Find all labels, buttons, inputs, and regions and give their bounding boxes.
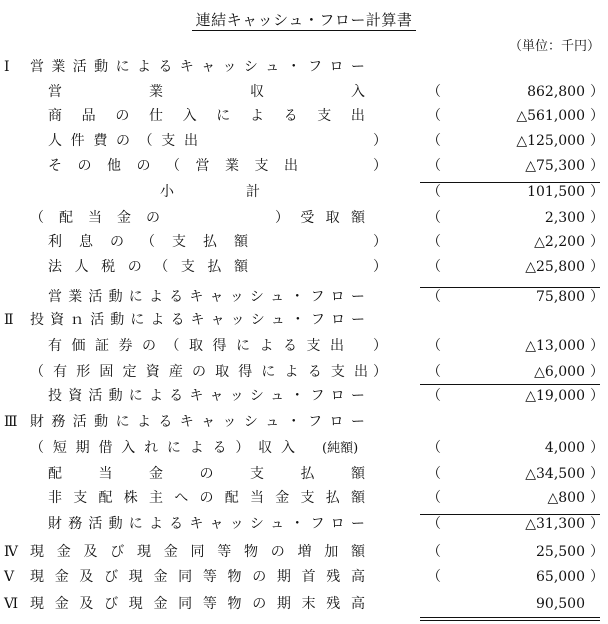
section-numeral: Ⅳ (4, 544, 18, 560)
amount-open-paren: （ (427, 338, 441, 354)
row-label: 現 金 及 び 現 金 同 等 物 の 期 末 残 高 (30, 596, 365, 612)
amount-value: 90,500 (536, 596, 585, 612)
investing-total-rule (420, 384, 600, 385)
amount-value: △34,500 (525, 466, 585, 482)
amount-open-paren: （ (427, 158, 441, 174)
table-row (0, 512, 608, 537)
section-numeral: Ⅰ (4, 59, 10, 75)
amount-value: △75,300 (525, 158, 585, 174)
table-row (0, 360, 608, 385)
row-label: 法 人 税 の （ 支 払 額 (48, 259, 248, 275)
table-row (0, 80, 608, 105)
amount-close-paren: ） (590, 516, 604, 532)
amount-open-paren: （ (427, 259, 441, 275)
table-row (0, 565, 608, 590)
amount-value: 862,800 (527, 84, 585, 100)
table-row (0, 462, 608, 487)
amount-close-paren: ） (590, 84, 604, 100)
row-label: 利 息 の （ 支 払 額 (48, 234, 248, 250)
amount-close-paren: ） (590, 544, 604, 560)
amount-open-paren: （ (427, 210, 441, 226)
row-label: 非 支 配 株 主 へ の 配 当 金 支 払 額 (48, 490, 365, 506)
amount-close-paren: ） (590, 338, 604, 354)
row-label: 配 当 金 の 支 払 額 (48, 466, 365, 482)
table-row (0, 334, 608, 359)
amount-open-paren: （ (427, 108, 441, 124)
statement-title: 連結キャッシュ・フロー計算書 (0, 9, 608, 30)
row-label-note: (純額) (322, 441, 359, 456)
table-row (0, 384, 608, 409)
row-label: 財 務 活 動 に よ る キ ャ ッ シ ュ ・ フ ロ ー (48, 516, 365, 532)
amount-open-paren: （ (427, 133, 441, 149)
amount-close-paren: ） (590, 440, 604, 456)
amount-close-paren: ） (590, 158, 604, 174)
amount-close-paren: ） (590, 569, 604, 585)
amount-close-paren: ） (590, 490, 604, 506)
table-row (0, 154, 608, 179)
table-row (0, 308, 608, 333)
final-rule-bottom (420, 620, 600, 621)
table-row (0, 410, 608, 435)
amount-open-paren: （ (427, 466, 441, 482)
amount-value: 75,800 (536, 289, 585, 305)
unit-label: （単位：千円） (508, 39, 600, 54)
table-row (0, 206, 608, 231)
row-label: （ 有 形 固 定 資 産 の 取 得 に よ る 支 出 (30, 364, 368, 380)
row-label: 小 計 (160, 184, 260, 200)
subtotal-rule (420, 182, 600, 183)
amount-close-paren: ） (590, 388, 604, 404)
amount-value: 25,500 (536, 544, 585, 560)
table-row (0, 180, 608, 205)
table-row (0, 55, 608, 80)
amount-value: △13,000 (525, 338, 585, 354)
amount-value: △800 (547, 490, 585, 506)
section-numeral: Ⅴ (4, 569, 15, 585)
table-row (0, 129, 608, 154)
amount-open-paren: （ (427, 440, 441, 456)
table-row (0, 436, 608, 461)
label-close-paren: ） (373, 158, 387, 174)
amount-close-paren: ） (590, 289, 604, 305)
amount-open-paren: （ (427, 569, 441, 585)
amount-value: 101,500 (527, 184, 585, 200)
section-numeral: Ⅱ (4, 312, 14, 328)
label-close-paren: ） (373, 259, 387, 275)
table-row (0, 285, 608, 310)
amount-open-paren: （ (427, 184, 441, 200)
final-rule-top (420, 617, 600, 618)
amount-open-paren: （ (427, 234, 441, 250)
row-label: （ 配 当 金 の (30, 210, 160, 226)
table-row (0, 104, 608, 129)
label-close-paren: ） (373, 234, 387, 250)
row-label: 財 務 活 動 に よ る キ ャ ッ シ ュ ・ フ ロ ー (30, 414, 365, 430)
label-close-paren: ） (373, 133, 387, 149)
row-label: 人 件 費 の （ 支 出 (48, 133, 198, 149)
row-label: 現 金 及 び 現 金 同 等 物 の 期 首 残 高 (30, 569, 365, 585)
amount-value: △19,000 (525, 388, 585, 404)
row-label: （ 短 期 借 入 れ に よ る ） 収 入 (30, 440, 295, 456)
amount-value: △2,200 (534, 234, 585, 250)
amount-open-paren: （ (427, 516, 441, 532)
row-label: 現 金 及 び 現 金 同 等 物 の 増 加 額 (30, 544, 365, 560)
row-label: 営 業 活 動 に よ る キ ャ ッ シ ュ ・ フ ロ ー (48, 289, 365, 305)
table-row (0, 592, 608, 617)
row-label: そ の 他 の （ 営 業 支 出 (48, 158, 298, 174)
row-label: 営 業 活 動 に よ る キ ャ ッ シ ュ ・ フ ロ ー (30, 59, 365, 75)
amount-value: △6,000 (534, 364, 585, 380)
section-numeral: Ⅵ (4, 596, 19, 612)
amount-close-paren: ） (590, 184, 604, 200)
label-close-paren: ） (373, 364, 387, 380)
amount-close-paren: ） (590, 364, 604, 380)
row-label: 投 資 活 動 に よ る キ ャ ッ シ ュ ・ フ ロ ー (48, 388, 365, 404)
amount-open-paren: （ (427, 289, 441, 305)
amount-close-paren: ） (590, 466, 604, 482)
amount-value: 2,300 (544, 210, 585, 226)
amount-close-paren: ） (590, 108, 604, 124)
table-row (0, 540, 608, 565)
amount-close-paren: ） (590, 259, 604, 275)
section-numeral: Ⅲ (4, 414, 18, 430)
amount-close-paren: ） (590, 133, 604, 149)
table-row (0, 486, 608, 511)
amount-open-paren: （ (427, 490, 441, 506)
amount-open-paren: （ (427, 544, 441, 560)
row-label: 有 価 証 券 の （ 取 得 に よ る 支 出 (48, 338, 344, 354)
row-label: 投 資 ｎ 活 動 に よ る キ ャ ッ シ ュ ・ フ ロ ー (30, 312, 365, 328)
amount-open-paren: （ (427, 364, 441, 380)
row-label-suffix: ） 受 取 額 (275, 210, 365, 226)
amount-open-paren: （ (427, 388, 441, 404)
amount-close-paren: ） (590, 210, 604, 226)
amount-value: △125,000 (516, 133, 585, 149)
row-label: 商 品 の 仕 入 に よ る 支 出 (48, 108, 365, 124)
operating-total-rule (420, 287, 600, 288)
amount-value: △25,800 (525, 259, 585, 275)
amount-value: 65,000 (536, 569, 585, 585)
amount-value: △561,000 (516, 108, 585, 124)
table-row (0, 230, 608, 255)
amount-close-paren: ） (590, 234, 604, 250)
financing-total-rule (420, 514, 600, 515)
amount-value: 4,000 (544, 440, 585, 456)
row-label: 営 業 収 入 (48, 84, 365, 100)
label-close-paren: ） (373, 338, 387, 354)
amount-value: △31,300 (525, 516, 585, 532)
amount-open-paren: （ (427, 84, 441, 100)
table-row (0, 255, 608, 280)
